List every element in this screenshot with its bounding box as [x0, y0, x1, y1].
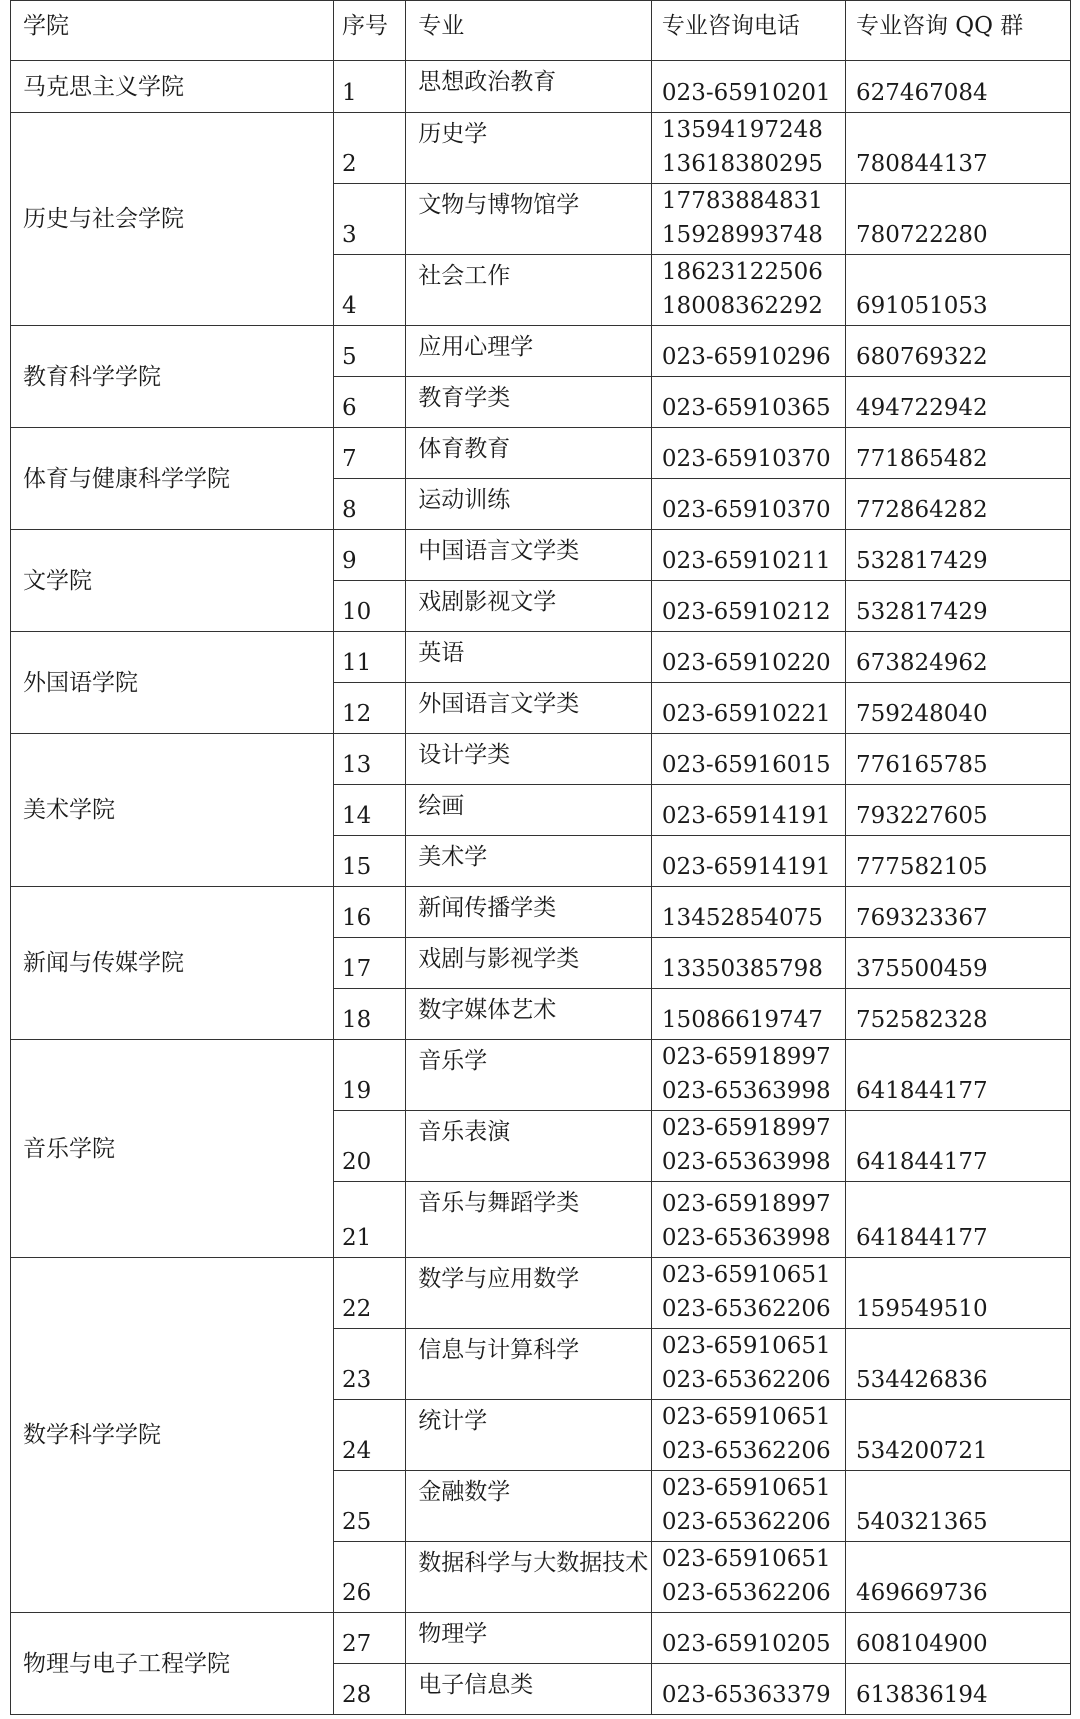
table-row: [11, 1040, 1071, 1111]
phone-number: 023-65914191: [661, 854, 831, 880]
phone-number: 023-65363379: [661, 1682, 831, 1708]
college-cell: 新闻与传媒学院: [11, 887, 334, 1040]
major-cell: 音乐表演: [406, 1111, 652, 1182]
row-number: 23: [334, 1329, 406, 1400]
row-number: 9: [334, 530, 406, 581]
major-cell: 中国语言文学类: [406, 530, 652, 581]
college-cell: 数学科学学院: [11, 1258, 334, 1613]
phone-cell: [651, 734, 845, 785]
phone-cell: [651, 113, 845, 184]
major-cell: 物理学: [406, 1613, 652, 1664]
phone-cell: [651, 530, 845, 581]
phone-cell: [651, 683, 845, 734]
phone-number: 15928993748: [661, 222, 823, 248]
qq-group-cell: 793227605: [845, 785, 1070, 836]
college-cell: 美术学院: [11, 734, 334, 887]
phone-cell: [651, 785, 845, 836]
row-number: 24: [334, 1400, 406, 1471]
phone-number: 023-65910201: [661, 80, 831, 106]
phone-cell: [651, 989, 845, 1040]
table-row: [11, 632, 1071, 683]
major-cell: 电子信息类: [406, 1664, 652, 1715]
phone-cell: [651, 428, 845, 479]
major-cell: 应用心理学: [406, 326, 652, 377]
row-number: 20: [334, 1111, 406, 1182]
row-number: 19: [334, 1040, 406, 1111]
phone-number: 023-65910365: [661, 395, 831, 421]
major-cell: 体育教育: [406, 428, 652, 479]
phone-cell: [651, 1664, 845, 1715]
qq-group-cell: 780722280: [845, 184, 1070, 255]
phone-cell: [651, 1400, 845, 1471]
major-cell: 设计学类: [406, 734, 652, 785]
phone-number: 023-65910651: [661, 1475, 831, 1501]
header-major: 专业: [406, 1, 652, 61]
phone-number: 023-65363998: [661, 1225, 831, 1251]
college-cell: 马克思主义学院: [11, 61, 334, 113]
row-number: 25: [334, 1471, 406, 1542]
qq-group-cell: 613836194: [845, 1664, 1070, 1715]
phone-cell: [651, 632, 845, 683]
phone-number: 023-65910651: [661, 1262, 831, 1288]
major-cell: 数学与应用数学: [406, 1258, 652, 1329]
qq-group-cell: 776165785: [845, 734, 1070, 785]
phone-cell: [651, 184, 845, 255]
qq-group-cell: 494722942: [845, 377, 1070, 428]
table-row: [11, 734, 1071, 785]
major-cell: 外国语言文学类: [406, 683, 652, 734]
phone-cell: [651, 887, 845, 938]
row-number: 13: [334, 734, 406, 785]
phone-number: 023-65910221: [661, 701, 831, 727]
qq-group-cell: 759248040: [845, 683, 1070, 734]
major-cell: 数据科学与大数据技术: [406, 1542, 652, 1613]
table-row: [11, 326, 1071, 377]
college-cell: 体育与健康科学学院: [11, 428, 334, 530]
major-cell: 美术学: [406, 836, 652, 887]
phone-number: 023-65362206: [661, 1580, 831, 1606]
qq-group-cell: 469669736: [845, 1542, 1070, 1613]
phone-number: 023-65916015: [661, 752, 831, 778]
qq-group-cell: 534426836: [845, 1329, 1070, 1400]
qq-group-cell: 534200721: [845, 1400, 1070, 1471]
phone-number: 13594197248: [661, 117, 823, 143]
table-body: [11, 61, 1071, 1715]
header-college: 学院: [11, 1, 334, 61]
phone-cell: [651, 255, 845, 326]
phone-cell: [651, 1329, 845, 1400]
row-number: 3: [334, 184, 406, 255]
qq-group-cell: 641844177: [845, 1182, 1070, 1258]
table-row: [11, 113, 1071, 184]
table-row: [11, 1613, 1071, 1664]
phone-number: 13618380295: [661, 151, 823, 177]
major-cell: 社会工作: [406, 255, 652, 326]
qq-group-cell: 771865482: [845, 428, 1070, 479]
phone-number: 13452854075: [661, 905, 823, 931]
qq-group-cell: 540321365: [845, 1471, 1070, 1542]
row-number: 10: [334, 581, 406, 632]
phone-number: 023-65362206: [661, 1296, 831, 1322]
phone-number: 023-65362206: [661, 1509, 831, 1535]
qq-group-cell: 691051053: [845, 255, 1070, 326]
phone-number: 023-65910370: [661, 497, 831, 523]
row-number: 14: [334, 785, 406, 836]
table-row: [11, 530, 1071, 581]
table-row: [11, 61, 1071, 113]
major-cell: 历史学: [406, 113, 652, 184]
row-number: 26: [334, 1542, 406, 1613]
phone-number: 15086619747: [661, 1007, 823, 1033]
phone-cell: [651, 1182, 845, 1258]
row-number: 12: [334, 683, 406, 734]
row-number: 17: [334, 938, 406, 989]
row-number: 16: [334, 887, 406, 938]
table-row: [11, 428, 1071, 479]
phone-cell: [651, 1613, 845, 1664]
phone-cell: [651, 1258, 845, 1329]
major-cell: 思想政治教育: [406, 61, 652, 113]
row-number: 21: [334, 1182, 406, 1258]
phone-cell: [651, 938, 845, 989]
college-cell: 音乐学院: [11, 1040, 334, 1258]
phone-number: 023-65918997: [661, 1115, 831, 1141]
phone-cell: [651, 1111, 845, 1182]
phone-cell: [651, 377, 845, 428]
phone-number: 023-65910651: [661, 1546, 831, 1572]
qq-group-cell: 532817429: [845, 581, 1070, 632]
qq-group-cell: 159549510: [845, 1258, 1070, 1329]
row-number: 8: [334, 479, 406, 530]
row-number: 4: [334, 255, 406, 326]
qq-group-cell: 780844137: [845, 113, 1070, 184]
phone-cell: [651, 836, 845, 887]
major-cell: 音乐与舞蹈学类: [406, 1182, 652, 1258]
qq-group-cell: 777582105: [845, 836, 1070, 887]
major-cell: 教育学类: [406, 377, 652, 428]
qq-group-cell: 641844177: [845, 1040, 1070, 1111]
college-cell: 教育科学学院: [11, 326, 334, 428]
row-number: 27: [334, 1613, 406, 1664]
header-no: 序号: [334, 1, 406, 61]
qq-group-cell: 772864282: [845, 479, 1070, 530]
major-cell: 音乐学: [406, 1040, 652, 1111]
row-number: 7: [334, 428, 406, 479]
consultation-table: [10, 0, 1071, 1715]
phone-number: 023-65910212: [661, 599, 831, 625]
phone-number: 18623122506: [661, 259, 823, 285]
phone-number: 13350385798: [661, 956, 823, 982]
phone-number: 023-65910651: [661, 1404, 831, 1430]
phone-cell: [651, 479, 845, 530]
phone-cell: [651, 1471, 845, 1542]
major-cell: 绘画: [406, 785, 652, 836]
phone-number: 023-65910370: [661, 446, 831, 472]
qq-group-cell: 769323367: [845, 887, 1070, 938]
college-cell: 外国语学院: [11, 632, 334, 734]
header-phone: 专业咨询电话: [651, 1, 845, 61]
phone-number: 023-65918997: [661, 1191, 831, 1217]
row-number: 18: [334, 989, 406, 1040]
phone-number: 023-65910211: [661, 548, 831, 574]
phone-cell: [651, 1542, 845, 1613]
major-cell: 统计学: [406, 1400, 652, 1471]
major-cell: 戏剧影视文学: [406, 581, 652, 632]
major-cell: 戏剧与影视学类: [406, 938, 652, 989]
phone-number: 023-65363998: [661, 1078, 831, 1104]
major-cell: 运动训练: [406, 479, 652, 530]
phone-cell: [651, 326, 845, 377]
phone-number: 023-65918997: [661, 1044, 831, 1070]
qq-group-cell: 608104900: [845, 1613, 1070, 1664]
phone-cell: [651, 61, 845, 113]
college-cell: 历史与社会学院: [11, 113, 334, 326]
row-number: 5: [334, 326, 406, 377]
qq-group-cell: 752582328: [845, 989, 1070, 1040]
major-cell: 信息与计算科学: [406, 1329, 652, 1400]
major-cell: 英语: [406, 632, 652, 683]
table-row: [11, 1258, 1071, 1329]
qq-group-cell: 375500459: [845, 938, 1070, 989]
row-number: 28: [334, 1664, 406, 1715]
row-number: 15: [334, 836, 406, 887]
college-cell: 物理与电子工程学院: [11, 1613, 334, 1715]
major-cell: 金融数学: [406, 1471, 652, 1542]
qq-group-cell: 532817429: [845, 530, 1070, 581]
phone-number: 023-65910651: [661, 1333, 831, 1359]
qq-group-cell: 680769322: [845, 326, 1070, 377]
college-cell: 文学院: [11, 530, 334, 632]
phone-number: 023-65363998: [661, 1149, 831, 1175]
header-qq: 专业咨询 QQ 群: [845, 1, 1070, 61]
phone-cell: [651, 1040, 845, 1111]
phone-cell: [651, 581, 845, 632]
phone-number: 023-65910296: [661, 344, 831, 370]
header-row: [11, 1, 1071, 61]
qq-group-cell: 673824962: [845, 632, 1070, 683]
qq-group-cell: 641844177: [845, 1111, 1070, 1182]
phone-number: 17783884831: [661, 188, 823, 214]
row-number: 1: [334, 61, 406, 113]
phone-number: 18008362292: [661, 293, 823, 319]
row-number: 2: [334, 113, 406, 184]
major-cell: 新闻传播学类: [406, 887, 652, 938]
row-number: 6: [334, 377, 406, 428]
major-cell: 文物与博物馆学: [406, 184, 652, 255]
phone-number: 023-65910205: [661, 1631, 831, 1657]
row-number: 22: [334, 1258, 406, 1329]
major-cell: 数字媒体艺术: [406, 989, 652, 1040]
row-number: 11: [334, 632, 406, 683]
table-row: [11, 887, 1071, 938]
phone-number: 023-65914191: [661, 803, 831, 829]
phone-number: 023-65910220: [661, 650, 831, 676]
phone-number: 023-65362206: [661, 1438, 831, 1464]
qq-group-cell: 627467084: [845, 61, 1070, 113]
phone-number: 023-65362206: [661, 1367, 831, 1393]
